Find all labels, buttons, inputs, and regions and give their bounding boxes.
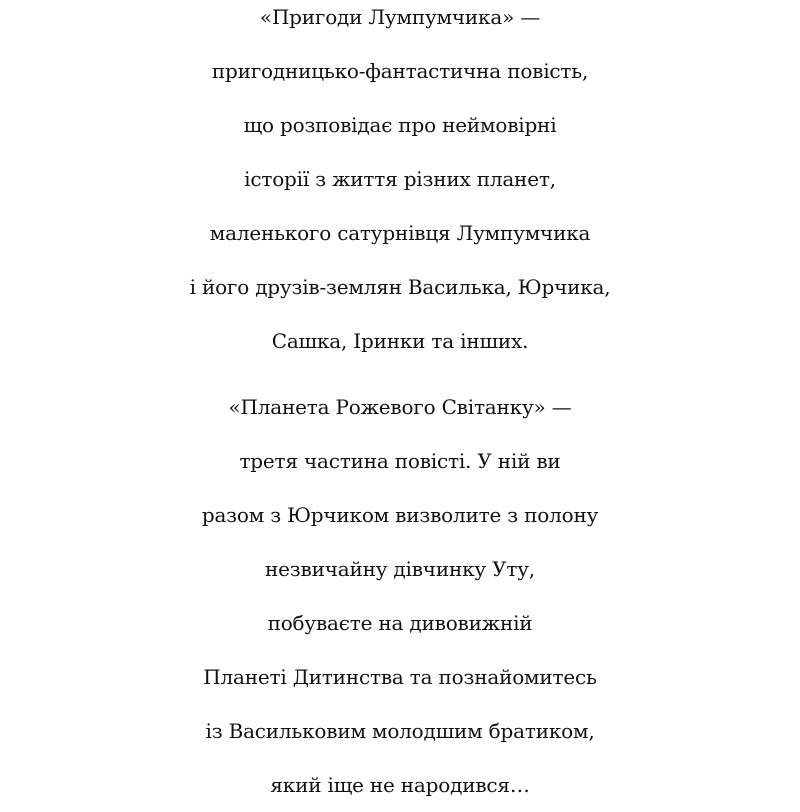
paragraph-volume-description [0,380,800,812]
text-line: що розповідає про неймовірні [243,113,557,137]
text-line: який іще не народився… [270,773,530,797]
text-line: разом з Юрчиком визволите з полону [201,503,599,527]
text-line: Планеті Дитинства та познайомитесь [203,665,597,689]
text-line: пригодницько-фантастична повість, [211,59,589,83]
text-line: Сашка, Іринки та інших. [271,329,529,353]
text-line: історії з життя різних планет, [244,167,556,191]
text-line: «Планета Рожевого Світанку» — [228,395,572,419]
text-line: незвичайну дівчинку Уту, [265,557,535,581]
text-line: і його друзів-землян Василька, Юрчика, [189,275,611,299]
paragraph-series-description [0,0,800,368]
text-line: «Пригоди Лумпумчика» — [259,5,541,29]
text-line: третя частина повісті. У ній ви [239,449,561,473]
text-line: маленького сатурнівця Лумпумчика [209,221,591,245]
text-line: із Васильковим молодшим братиком, [205,719,595,743]
text-line: побуваєте на дивовижній [267,611,533,635]
